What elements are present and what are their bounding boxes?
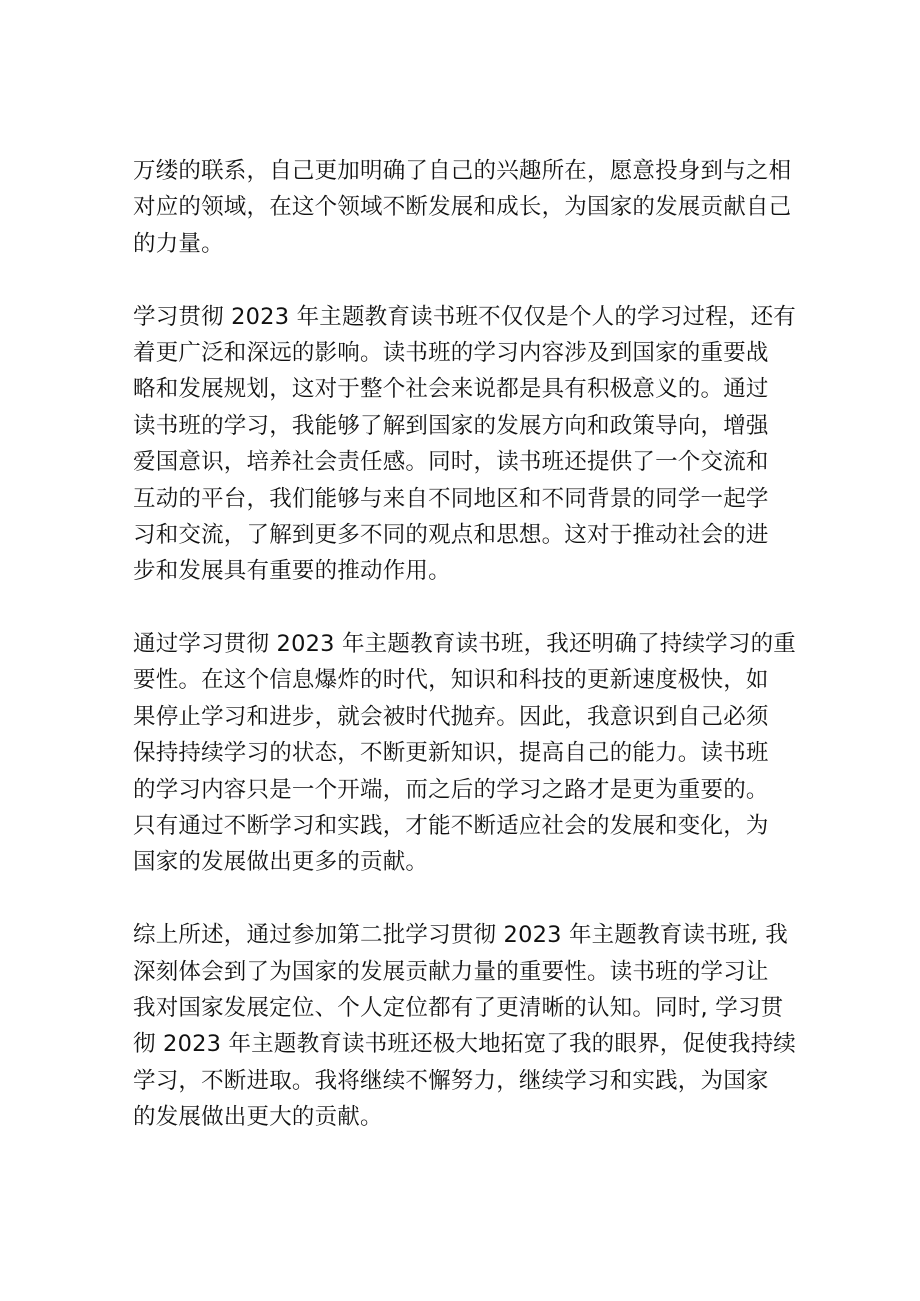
text-line: 深刻体会到了为国家的发展贡献力量的重要性。读书班的学习让 [133, 958, 769, 985]
text-line: 的力量。 [133, 230, 224, 257]
paragraph-3 [133, 626, 796, 881]
text-line: 略和发展规划，这对于整个社会来说都是具有积极意义的。通过 [133, 376, 769, 403]
text-line: 步和发展具有重要的推动作用。 [133, 558, 451, 585]
text-line: 万缕的联系，自己更加明确了自己的兴趣所在，愿意投身到与之相 [133, 158, 792, 184]
text-line: 着更广泛和深远的影响。读书班的学习内容涉及到国家的重要战 [133, 339, 769, 366]
text-line: 国家的发展做出更多的贡献。 [133, 849, 429, 876]
text-line: 对应的领域，在这个领域不断发展和成长，为国家的发展贡献自己 [133, 194, 792, 221]
text-line: 保持持续学习的状态，不断更新知识，提高自己的能力。读书班 [133, 740, 769, 767]
text-line: 学习，不断进取。我将继续不懈努力，继续学习和实践，为国家 [133, 1067, 769, 1094]
text-line: 爱国意识，培养社会责任感。同时，读书班还提供了一个交流和 [133, 449, 769, 476]
text-line: 的发展做出更大的贡献。 [133, 1104, 383, 1131]
text-line: 互动的平台，我们能够与来自不同地区和不同背景的同学一起学 [133, 485, 769, 512]
text-line: 我对国家发展定位、个人定位都有了更清晰的认知。同时, 学习贯 [133, 994, 784, 1021]
text-line: 的学习内容只是一个开端，而之后的学习之路才是更为重要的。 [133, 776, 769, 803]
document-body [133, 153, 796, 1172]
paragraph-4 [133, 917, 796, 1135]
text-line: 综上所述，通过参加第二批学习贯彻 2023 年主题教育读书班, 我 [133, 922, 788, 949]
text-line: 通过学习贯彻 2023 年主题教育读书班，我还明确了持续学习的重 [133, 631, 796, 658]
text-line: 学习贯彻 2023 年主题教育读书班不仅仅是个人的学习过程，还有 [133, 303, 796, 330]
text-line: 要性。在这个信息爆炸的时代，知识和科技的更新速度极快，如 [133, 667, 769, 694]
text-line: 果停止学习和进步，就会被时代抛弃。因此，我意识到自己必须 [133, 703, 769, 730]
paragraph-1 [133, 153, 793, 262]
text-line: 读书班的学习，我能够了解到国家的发展方向和政策导向，增强 [133, 412, 769, 439]
text-line: 只有通过不断学习和实践，才能不断适应社会的发展和变化，为 [133, 813, 769, 840]
paragraph-2 [133, 299, 796, 590]
text-line: 习和交流，了解到更多不同的观点和思想。这对于推动社会的进 [133, 521, 769, 548]
text-line: 彻 2023 年主题教育读书班还极大地拓宽了我的眼界，促使我持续 [133, 1031, 796, 1058]
